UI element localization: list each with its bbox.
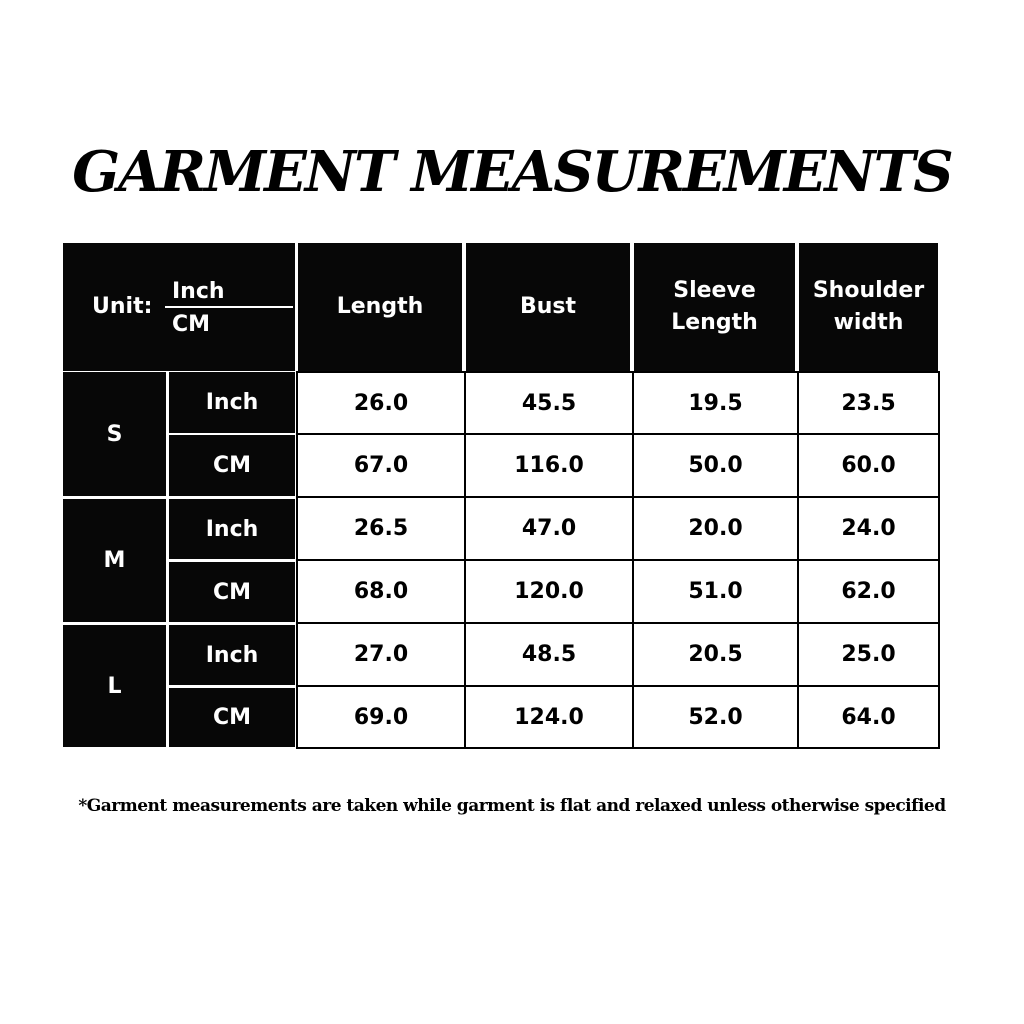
unit-cell-label: CM [212, 453, 252, 478]
header-shoulder-width [799, 243, 938, 371]
value-cell [464, 685, 634, 749]
value-text: 23.5 [841, 390, 896, 416]
value-text: 120.0 [514, 579, 584, 604]
value-cell [296, 622, 466, 687]
value-text: 47.0 [521, 516, 577, 541]
value-text: 52.0 [688, 704, 743, 730]
unit-cm-label: CM [172, 312, 211, 337]
header-bust [466, 243, 630, 371]
value-cell [464, 433, 634, 498]
value-cell [296, 433, 466, 498]
size-label: M [103, 548, 126, 573]
value-cell [632, 371, 799, 435]
value-cell [797, 496, 940, 561]
value-text: 64.0 [841, 704, 896, 730]
value-text: 26.5 [353, 516, 409, 541]
value-text: 69.0 [353, 704, 409, 730]
value-text: 60.0 [841, 453, 896, 478]
header-shoulder-line1: Shoulder [812, 278, 925, 303]
value-text: 50.0 [688, 453, 743, 478]
value-text: 48.5 [521, 642, 577, 667]
value-cell [296, 685, 466, 749]
value-text: 19.5 [688, 390, 743, 416]
value-cell [632, 559, 799, 624]
value-text: 45.5 [521, 390, 577, 416]
value-cell [296, 371, 466, 435]
footnote: *Garment measurements are taken while garment is flat and relaxed unless otherwise specified [78, 796, 946, 816]
header-bust-label: Bust [519, 294, 577, 319]
value-text: 67.0 [353, 453, 409, 478]
unit-cell-label: CM [212, 705, 252, 730]
value-cell [797, 433, 940, 498]
value-text: 68.0 [353, 579, 409, 604]
unit-cell-label: Inch [205, 390, 259, 415]
value-cell [464, 622, 634, 687]
size-cell-s [63, 372, 166, 496]
header-sleeve-length [634, 243, 795, 371]
value-cell [296, 496, 466, 561]
unit-cell-label: Inch [205, 642, 259, 668]
unit-cell [169, 562, 295, 622]
value-cell [464, 496, 634, 561]
value-text: 62.0 [841, 579, 896, 604]
unit-cell [169, 435, 295, 496]
value-text: 20.0 [688, 516, 743, 541]
unit-cell-label: CM [212, 579, 252, 605]
value-cell [296, 559, 466, 624]
unit-label: Unit: [92, 294, 153, 319]
value-text: 25.0 [841, 642, 896, 667]
value-text: 24.0 [841, 516, 896, 541]
unit-cell [169, 499, 295, 559]
value-text: 51.0 [688, 579, 743, 604]
value-cell [632, 433, 799, 498]
header-sleeve-line2: Length [671, 310, 758, 335]
value-cell [632, 685, 799, 749]
unit-inch-label: Inch [172, 279, 225, 304]
unit-divider [165, 306, 293, 308]
header-length [298, 243, 462, 371]
value-cell [464, 559, 634, 624]
header-length-label: Length [336, 294, 424, 319]
page-title: GARMENT MEASUREMENTS [72, 139, 952, 205]
size-cell-m [63, 499, 166, 622]
value-cell [797, 559, 940, 624]
value-cell [797, 685, 940, 749]
value-cell [464, 371, 634, 435]
value-cell [797, 622, 940, 687]
value-cell [797, 371, 940, 435]
unit-cell [169, 688, 295, 747]
size-label: S [106, 421, 123, 447]
value-cell [632, 496, 799, 561]
value-text: 20.5 [688, 642, 743, 667]
header-shoulder-line2: width [833, 310, 904, 335]
size-cell-l [63, 625, 166, 747]
value-text: 124.0 [514, 704, 584, 730]
unit-cell-label: Inch [205, 516, 259, 542]
header-sleeve-line1: Sleeve [673, 278, 756, 303]
value-text: 27.0 [353, 642, 409, 667]
value-text: 26.0 [353, 390, 409, 416]
unit-cell [169, 372, 295, 433]
size-label: L [107, 673, 122, 699]
value-text: 116.0 [514, 453, 584, 478]
value-cell [632, 622, 799, 687]
unit-cell [169, 625, 295, 685]
